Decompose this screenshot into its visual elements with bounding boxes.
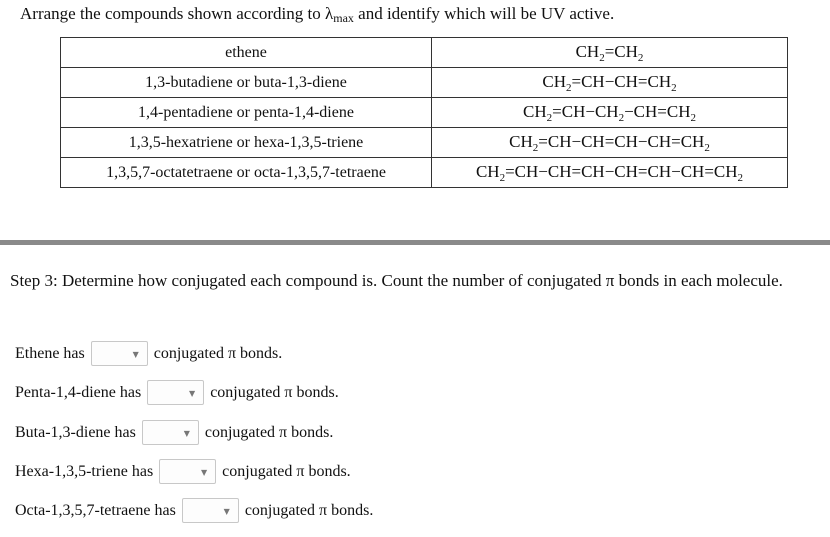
- question-row: [15, 498, 373, 523]
- formula-subscript: 2: [599, 51, 605, 64]
- table-row: [61, 128, 788, 158]
- compound-formula: [432, 128, 788, 158]
- compound-formula: [432, 38, 788, 68]
- question-label: Penta-1,4-diene has: [15, 383, 142, 401]
- formula-part: =CH−CH=CH−CH=CH: [538, 131, 705, 151]
- instructions-prefix: Arrange the compounds shown according to λ: [20, 4, 334, 23]
- question-suffix: conjugated π bonds.: [244, 501, 374, 519]
- formula-part: =CH−CH=CH: [571, 71, 672, 91]
- compound-formula: [432, 68, 788, 98]
- formula-part: =CH−CH=CH−CH=CH−CH=CH: [505, 161, 738, 181]
- answer-dropdown[interactable]: [91, 341, 148, 366]
- chevron-down-icon: ▼: [183, 429, 190, 438]
- formula-subscript: 2: [546, 111, 553, 124]
- step-heading: Step 3: Determine how conjugated each compound is. Count the number of conjugated π bonds in each molecule.: [10, 271, 783, 290]
- question-suffix: conjugated π bonds.: [153, 344, 283, 362]
- answer-dropdown[interactable]: [182, 498, 239, 523]
- question-suffix: conjugated π bonds.: [204, 423, 334, 441]
- compound-formula: [432, 98, 788, 128]
- chevron-down-icon: ▼: [189, 389, 196, 398]
- compound-name: 1,3,5,7-octatetraene or octa-1,3,5,7-tetraene: [61, 158, 432, 188]
- compound-formula: [432, 158, 788, 188]
- table-row: [61, 68, 788, 98]
- question-suffix: conjugated π bonds.: [210, 383, 339, 401]
- question-row: [15, 420, 333, 445]
- answer-dropdown[interactable]: [147, 380, 204, 405]
- formula-subscript: 2: [671, 81, 677, 94]
- question-suffix: conjugated π bonds.: [222, 462, 351, 480]
- chevron-down-icon: ▼: [201, 468, 208, 477]
- formula-subscript: 2: [637, 51, 644, 64]
- answer-dropdown[interactable]: [142, 420, 199, 445]
- formula-part: CH: [575, 41, 600, 61]
- formula-part: −CH=CH: [624, 101, 691, 121]
- formula-part: CH: [542, 71, 566, 91]
- formula-part: CH: [523, 101, 547, 121]
- table-row: [61, 98, 788, 128]
- formula-part: CH: [475, 161, 500, 181]
- formula-subscript: 2: [618, 111, 625, 124]
- question-label: Buta-1,3-diene has: [15, 423, 136, 441]
- question-label: Ethene has: [15, 344, 85, 362]
- compound-table: [60, 37, 788, 188]
- formula-subscript: 2: [737, 171, 744, 184]
- table-row: [61, 158, 788, 188]
- formula-subscript: 2: [566, 81, 572, 94]
- compound-name: ethene: [61, 38, 432, 68]
- question-row: [15, 459, 351, 484]
- answer-dropdown[interactable]: [159, 459, 216, 484]
- chevron-down-icon: ▼: [132, 350, 139, 359]
- lambda-subscript: max: [333, 11, 354, 25]
- instructions-text: [20, 4, 614, 26]
- section-divider: [0, 240, 830, 245]
- compound-name: 1,3,5-hexatriene or hexa-1,3,5-triene: [61, 128, 432, 158]
- formula-subscript: 2: [704, 141, 710, 154]
- formula-subscript: 2: [690, 111, 696, 124]
- chevron-down-icon: ▼: [223, 507, 230, 516]
- formula-part: CH: [509, 131, 533, 151]
- formula-subscript: 2: [532, 141, 539, 154]
- table-row: [61, 38, 788, 68]
- formula-part: =CH−CH: [552, 101, 619, 121]
- formula-subscript: 2: [499, 171, 506, 184]
- question-label: Octa-1,3,5,7-tetraene has: [15, 501, 176, 519]
- question-row: [15, 380, 339, 405]
- question-label: Hexa-1,3,5-triene has: [15, 462, 154, 480]
- compound-name: 1,4-pentadiene or penta-1,4-diene: [61, 98, 432, 128]
- question-row: [15, 341, 282, 366]
- instructions-suffix: and identify which will be UV active.: [353, 4, 615, 23]
- compound-name: 1,3-butadiene or buta-1,3-diene: [61, 68, 432, 98]
- formula-part: =CH: [604, 41, 638, 61]
